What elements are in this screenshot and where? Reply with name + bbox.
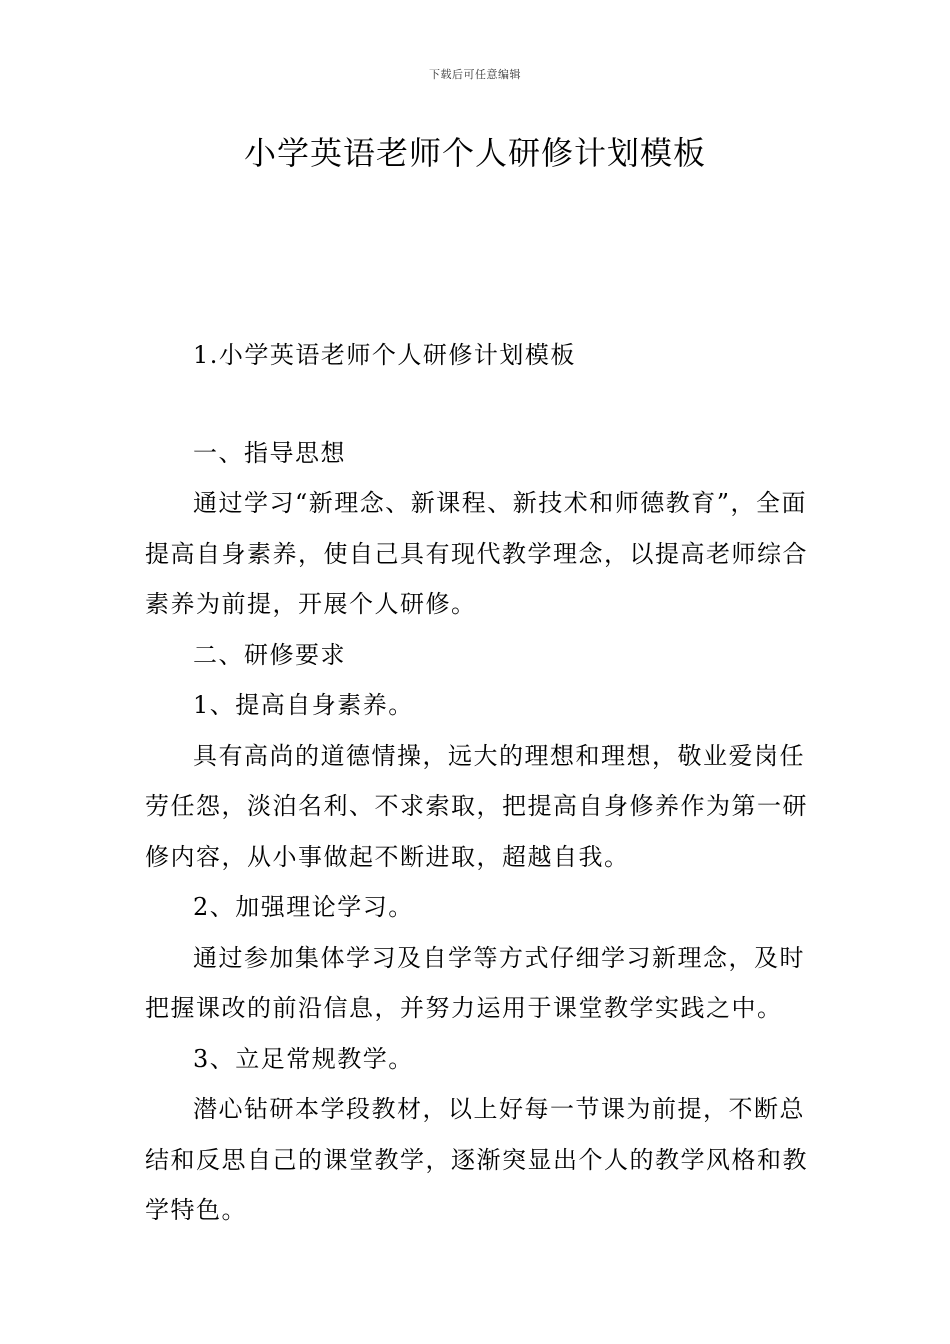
subheading-improve-quality: 1、提高自身素养。 (193, 691, 414, 719)
section-subheading: 1.小学英语老师个人研修计划模板 (193, 341, 576, 369)
heading-guiding-thought: 一、指导思想 (193, 438, 346, 467)
subheading-routine-teaching: 3、立足常规教学。 (193, 1044, 414, 1073)
paragraph-routine-teaching: 潜心钻研本学段教材，以上好每一节课为前提，不断总结和反思自己的课堂教学，逐渐突显出个人的教学风格和教学特色。 (145, 1095, 808, 1224)
paragraph-guiding-thought: 通过学习“新理念、新课程、新技术和师德教育”，全面提高自身素养，使自己具有现代教学理念，以提高老师综合素养为前提，开展个人研修。 (145, 489, 808, 618)
header-note: 下载后可任意编辑 (429, 68, 521, 81)
heading-study-requirements: 二、研修要求 (193, 640, 346, 669)
subheading-theory-study: 2、加强理论学习。 (193, 893, 414, 921)
paragraph-improve-quality: 具有高尚的道德情操，远大的理想和理想，敬业爱岗任劳任怨，淡泊名利、不求索取，把提高自身修养作为第一研修内容，从小事做起不断进取，超越自我。 (145, 741, 808, 871)
paragraph-theory-study: 通过参加集体学习及自学等方式仔细学习新理念，及时把握课改的前沿信息，并努力运用于课堂教学实践之中。 (145, 943, 805, 1022)
document-title: 小学英语老师个人研修计划模板 (243, 134, 706, 172)
document-body (145, 330, 810, 1236)
